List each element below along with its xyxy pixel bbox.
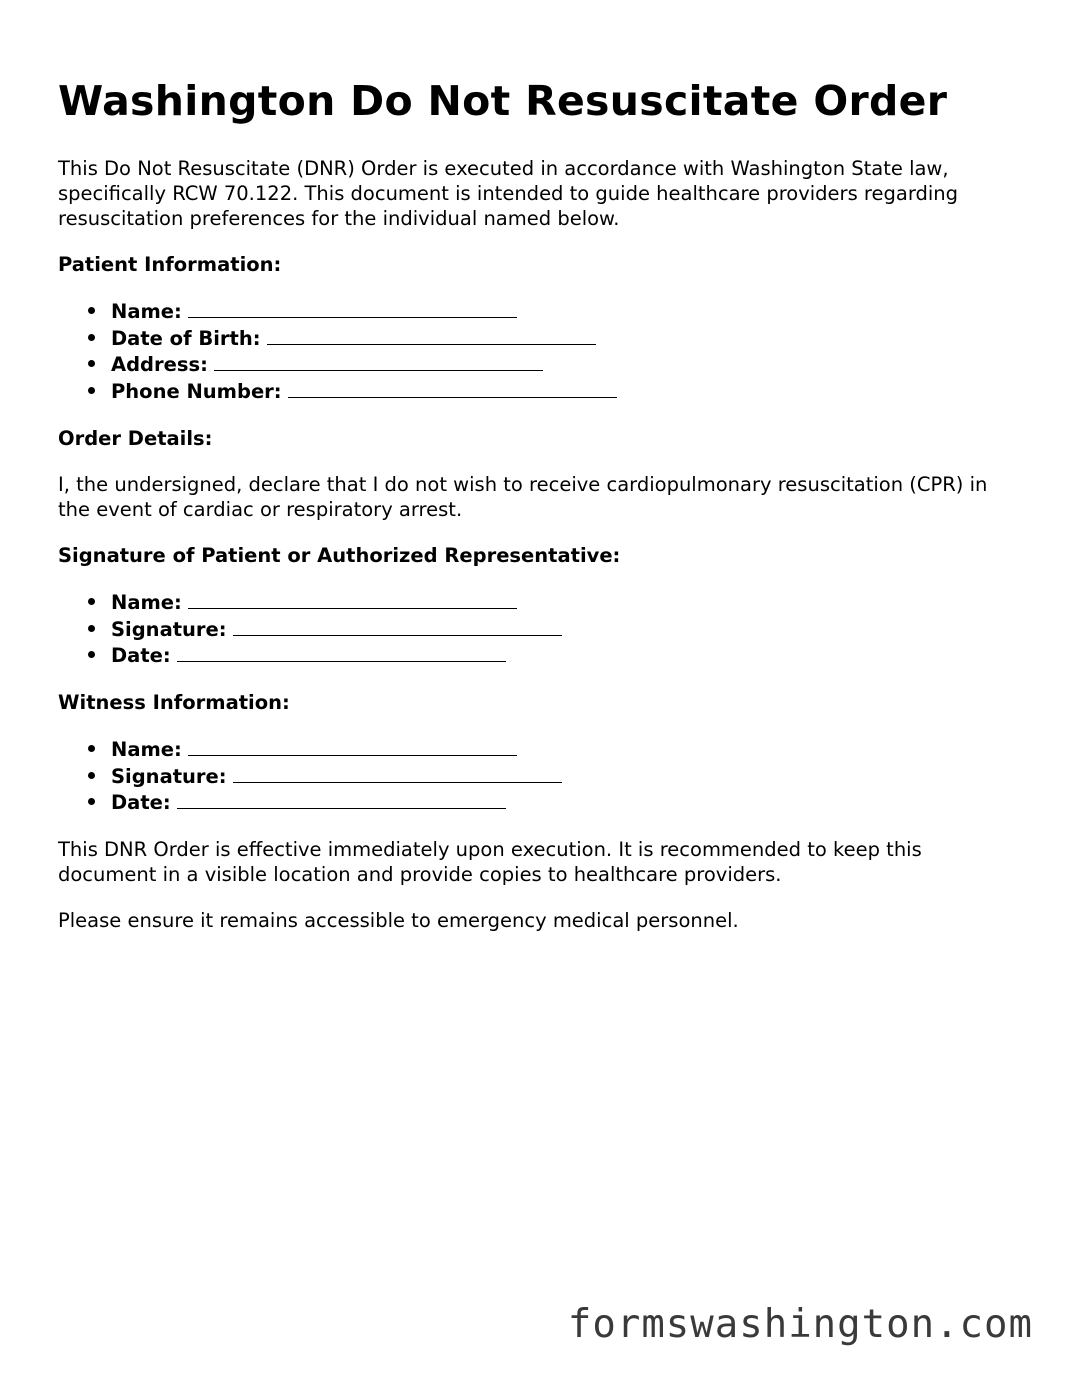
accessible-paragraph: Please ensure it remains accessible to emergency medical personnel.: [58, 909, 739, 933]
field-label: Signature:: [111, 617, 227, 641]
witness-signature-field[interactable]: [58, 763, 1018, 790]
website-watermark: formswashington.com: [567, 1302, 1033, 1347]
blank-line[interactable]: [188, 298, 517, 318]
blank-line[interactable]: [177, 642, 506, 662]
field-label: Date:: [111, 644, 171, 668]
patient-name-field[interactable]: [58, 298, 1018, 325]
blank-line[interactable]: [267, 325, 596, 345]
field-label: Date:: [111, 791, 171, 815]
blank-line[interactable]: [188, 589, 517, 609]
blank-line[interactable]: [233, 763, 562, 783]
patient-info-heading: Patient Information:: [58, 253, 282, 276]
blank-line[interactable]: [177, 789, 506, 809]
signature-date-field[interactable]: [58, 642, 1018, 669]
signature-heading: Signature of Patient or Authorized Representative:: [58, 543, 621, 567]
document-title: Washington Do Not Resuscitate Order: [58, 77, 948, 125]
field-label: Phone Number:: [111, 380, 282, 404]
field-label: Address:: [111, 353, 208, 377]
witness-date-field[interactable]: [58, 789, 1018, 816]
signature-signature-field[interactable]: [58, 616, 1018, 643]
field-label: Date of Birth:: [111, 326, 261, 350]
signature-list: [58, 589, 1018, 669]
document-page: [58, 0, 1018, 933]
blank-line[interactable]: [214, 351, 543, 371]
patient-info-list: [58, 298, 1018, 405]
field-label: Name:: [111, 300, 182, 323]
blank-line[interactable]: [188, 736, 517, 756]
patient-phone-field[interactable]: [58, 378, 1018, 405]
effective-paragraph: This DNR Order is effective immediately upon execution. It is recommended to keep this document in a visible location and provide copies to healthcare providers.: [58, 838, 922, 887]
order-details-heading: Order Details:: [58, 426, 213, 450]
patient-dob-field[interactable]: [58, 325, 1018, 352]
blank-line[interactable]: [288, 378, 617, 398]
blank-line[interactable]: [233, 616, 562, 636]
field-label: Name:: [111, 737, 182, 761]
witness-list: [58, 736, 1018, 816]
patient-address-field[interactable]: [58, 351, 1018, 378]
order-details-text: I, the undersigned, declare that I do not wish to receive cardiopulmonary resuscitation (CPR) in the event of cardiac or respiratory arrest.: [58, 472, 988, 521]
signature-name-field[interactable]: [58, 589, 1018, 616]
intro-paragraph: This Do Not Resuscitate (DNR) Order is executed in accordance with Washington State law, specifically RCW 70.122. This document is intended to guide healthcare providers regarding resuscitation preferences for the individual named below.: [58, 157, 959, 230]
witness-heading: Witness Information:: [58, 690, 290, 714]
witness-name-field[interactable]: [58, 736, 1018, 763]
field-label: Name:: [111, 590, 182, 614]
field-label: Signature:: [111, 764, 227, 788]
